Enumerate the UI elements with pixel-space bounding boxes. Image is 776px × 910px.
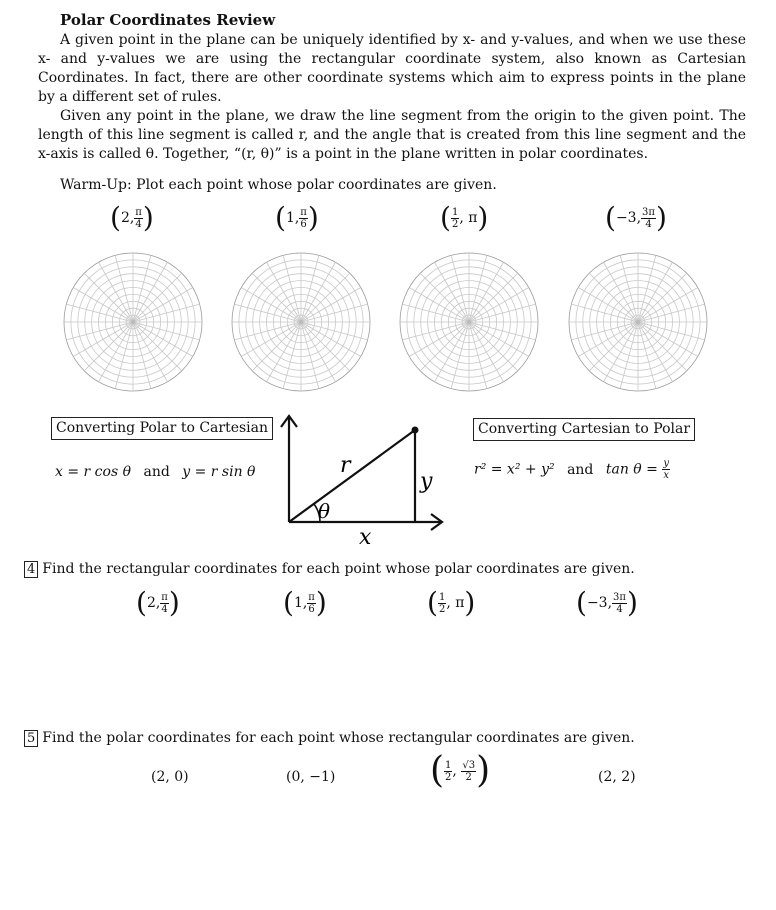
x-label: x [359, 525, 372, 550]
paragraph-1: A given point in the plane can be uniquely identified by x- and y-values, and when we use these x- and y-values we are using the rectangular coordinate system, also known as Cartesian Coordinates. In fact, there are other coordinate systems which aim to express points in the plane by a different set of rules. [38, 32, 746, 105]
question-5 [24, 730, 635, 747]
question-4-text: Find the rectangular coordinates for each point whose polar coordinates are given. [42, 561, 635, 577]
q4-point-4: (−3, $\frac{3\pi}{4}$ ) [576, 586, 638, 619]
grid-origin [299, 320, 303, 324]
question-4-number: 4 [24, 561, 38, 578]
q5-point-1: (2, 0) [151, 769, 189, 785]
cartesian-to-polar-heading: Converting Cartesian to Polar [473, 418, 695, 441]
polar-grid-1[interactable] [62, 251, 204, 393]
warmup-point-1: (2, $\frac{\pi}{4}$ ) [110, 201, 154, 234]
theta-label: θ [318, 499, 331, 523]
warmup-point-2: (1, $\frac{\pi}{6}$ ) [275, 201, 319, 234]
question-5-number: 5 [24, 730, 38, 747]
cartesian-to-polar-formula: r² = x² + y² and tan θ = $\frac{y}{x}$ [474, 458, 670, 481]
intro-paragraph [38, 31, 746, 164]
polar-grid-4[interactable] [567, 251, 709, 393]
point-dot [412, 427, 419, 434]
r-label: r [340, 453, 351, 478]
q4-point-3: ( $\frac{1}{2}$ , π) [427, 586, 476, 619]
paragraph-2: Given any point in the plane, we draw the line segment from the origin to the given point. The length of this line segment is called r, and the angle that is created from this line segment and the x-axis is called θ. Together, “(r, θ)” is a point in the plane written in polar coordinates. [38, 108, 746, 162]
q5-point-4: (2, 2) [598, 769, 636, 785]
page-title: Polar Coordinates Review [60, 11, 276, 29]
warmup-point-3: ( $\frac{1}{2}$ , π) [440, 201, 489, 234]
polar-triangle-diagram [274, 410, 454, 550]
q4-point-2: (1, $\frac{\pi}{6}$ ) [283, 586, 327, 619]
grid-origin [636, 320, 640, 324]
q5-point-2: (0, −1) [286, 769, 336, 785]
question-4 [24, 561, 635, 578]
polar-grid-2[interactable] [230, 251, 372, 393]
polar-to-cartesian-heading: Converting Polar to Cartesian [51, 417, 273, 440]
polar-grid-3[interactable] [398, 251, 540, 393]
y-label: y [420, 469, 433, 494]
question-5-text: Find the polar coordinates for each point whose rectangular coordinates are given. [42, 730, 635, 746]
radius-segment [289, 430, 415, 522]
warmup-instruction: Warm-Up: Plot each point whose polar coordinates are given. [60, 177, 497, 193]
warmup-point-4: (−3, $\frac{3\pi}{4}$ ) [605, 201, 667, 234]
grid-origin [131, 320, 135, 324]
q5-point-3: ( $\frac{1}{2}$ , $\frac{√3}{2}$ ) [430, 750, 491, 791]
grid-origin [467, 320, 471, 324]
q4-point-1: (2, $\frac{\pi}{4}$ ) [136, 586, 180, 619]
polar-to-cartesian-formula: x = r cos θ and y = r sin θ [55, 464, 256, 480]
